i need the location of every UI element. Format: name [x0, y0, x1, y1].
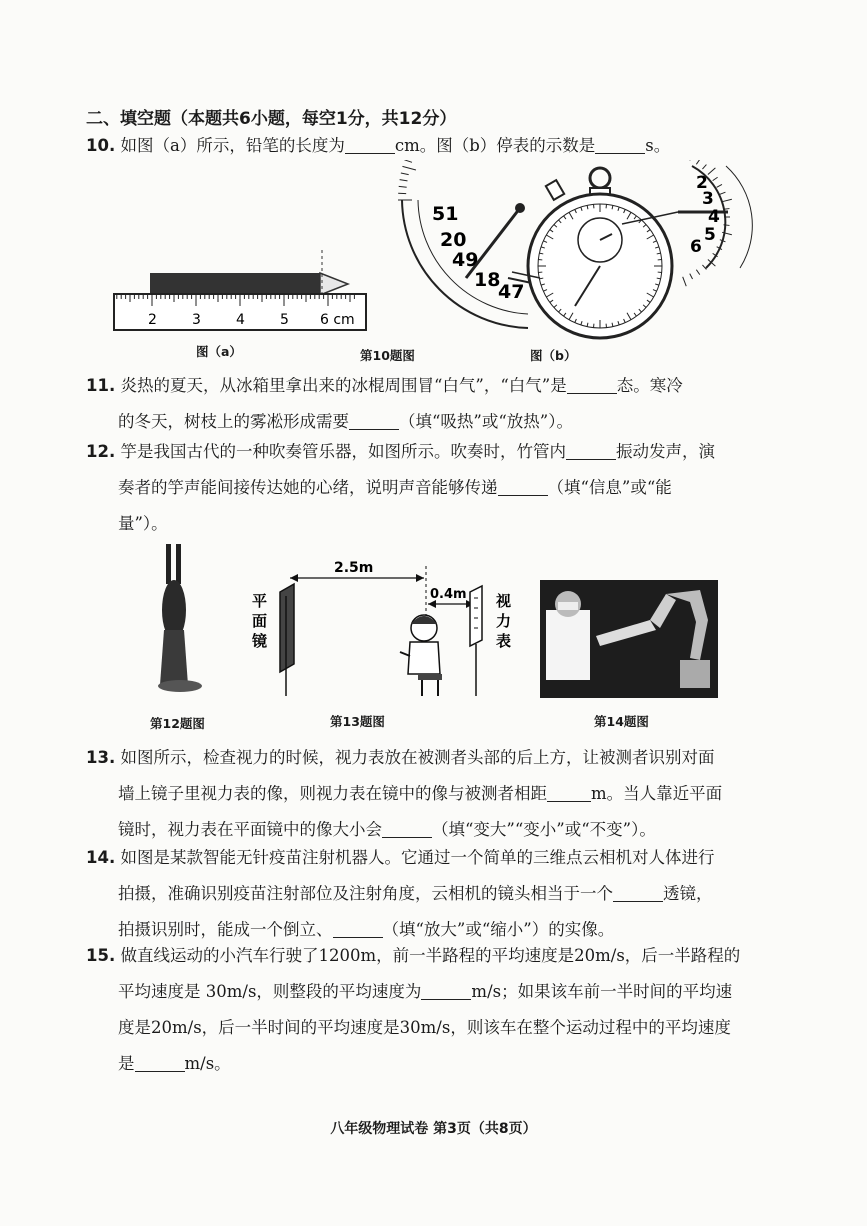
scale-tick	[708, 168, 715, 175]
dial-label: 18	[474, 269, 501, 291]
question-text: 的冬天，树枝上的雾凇形成需要	[118, 412, 349, 431]
question-text: 做直线运动的小汽车行驶了1200m，前一半路程的平均速度是20m/s，后一半路程的	[120, 946, 741, 965]
pencil-body	[150, 273, 320, 295]
question-number: 11.	[86, 376, 116, 395]
scale-tick	[702, 165, 706, 169]
dial-label: 49	[452, 249, 479, 271]
dial-label: 47	[498, 281, 525, 303]
player-robe	[160, 630, 188, 685]
answer-blank[interactable]	[566, 443, 616, 461]
chart-label: 视力表	[496, 592, 512, 650]
ruler-pencil-figure	[114, 250, 366, 330]
scale-tick	[404, 160, 412, 162]
answer-blank[interactable]	[135, 1055, 185, 1073]
answer-blank[interactable]	[547, 785, 591, 803]
dial-scale-figure	[398, 160, 546, 328]
question-10	[86, 128, 670, 164]
figure-caption: 第12题图	[150, 716, 205, 731]
pencil-tip	[320, 273, 348, 295]
question-text: 度是20m/s，后一半时间的平均速度是30m/s，则该车在整个运动过程中的平均速度	[118, 1018, 731, 1037]
ruler-label: 2	[148, 312, 157, 328]
question-number: 10.	[86, 136, 116, 155]
question-number: 15.	[86, 946, 116, 965]
figure-caption: 图（a）	[196, 344, 242, 359]
question-text: cm。图（b）停表的示数是	[394, 136, 596, 155]
test-subject	[400, 615, 442, 696]
question-11	[86, 368, 683, 440]
subdial-label: 5	[704, 225, 716, 245]
ruler-label: 5	[280, 312, 289, 328]
scale-tick	[401, 173, 409, 175]
subdial-label: 2	[696, 173, 708, 193]
subdial-scale-figure	[678, 160, 752, 286]
question-text: 如图（a）所示，铅笔的长度为	[120, 136, 345, 155]
instrument-pipe	[166, 544, 171, 584]
question-text: 墙上镜子里视力表的像，则视力表在镜中的像与被测者相距	[118, 784, 547, 803]
question-text: 透镜，	[663, 884, 713, 903]
question-text: 振动发声，演	[615, 442, 715, 461]
question-number: 13.	[86, 748, 116, 767]
figure-12	[150, 540, 220, 700]
page-footer: 八年级物理试卷 第3页（共8页）	[330, 1121, 537, 1137]
question-text: m。当人靠近平面	[591, 784, 723, 803]
person-shirt	[546, 610, 590, 680]
scale-tick	[399, 186, 407, 187]
subdial-label: 4	[708, 207, 720, 227]
scale-tick	[690, 274, 693, 279]
question-text: m/s。	[184, 1054, 231, 1073]
distance-label: 0.4m	[430, 587, 467, 602]
answer-blank[interactable]	[333, 921, 383, 939]
question-text: 如图所示，检查视力的时候，视力表放在被测者头部的后上方，让被测者识别对面	[120, 748, 715, 767]
question-13	[86, 740, 722, 848]
question-number: 14.	[86, 848, 116, 867]
question-text: 拍摄，准确识别疫苗注射部位及注射角度，云相机的镜头相当于一个	[118, 884, 613, 903]
dial-label: 51	[432, 203, 459, 225]
answer-blank[interactable]	[421, 983, 471, 1001]
instrument-pipe	[176, 544, 181, 584]
ruler-label: 3	[192, 312, 201, 328]
figure-caption: 第13题图	[330, 714, 385, 729]
distance-label: 2.5m	[334, 560, 374, 576]
answer-blank[interactable]	[349, 413, 399, 431]
scale-tick	[696, 270, 699, 275]
scale-tick	[717, 184, 722, 187]
question-text: 如图是某款智能无针疫苗注射机器人。它通过一个简单的三维点云相机对人体进行	[120, 848, 715, 867]
question-text: （填“吸热”或“放热”）。	[399, 412, 573, 431]
question-text: s。	[645, 136, 671, 155]
subdial-label: 3	[702, 189, 714, 209]
dial-label: 20	[440, 229, 467, 251]
figure-14	[540, 580, 718, 698]
ruler-label: 4	[236, 312, 245, 328]
question-text: 是	[118, 1054, 135, 1073]
question-text: 态。寒冷	[616, 376, 683, 395]
answer-blank[interactable]	[595, 137, 645, 155]
question-text: （填“信息”或“能	[547, 478, 672, 497]
question-text: 镜时，视力表在平面镜中的像大小会	[118, 820, 382, 839]
scale-tick	[683, 277, 687, 286]
answer-blank[interactable]	[613, 885, 663, 903]
subdial-label: 6	[690, 237, 702, 257]
scale-tick	[400, 180, 408, 181]
question-15	[86, 938, 740, 1082]
dial-needle	[466, 208, 520, 278]
answer-blank[interactable]	[382, 821, 432, 839]
scale-tick	[720, 192, 726, 194]
question-text: 拍摄识别时，能成一个倒立、	[118, 920, 333, 939]
ruler-label: 6 cm	[320, 312, 355, 328]
answer-blank[interactable]	[345, 137, 395, 155]
scale-tick	[722, 199, 732, 201]
question-text: 奏者的竽声能间接传达她的心绪，说明声音能够传递	[118, 478, 498, 497]
answer-blank[interactable]	[567, 377, 617, 395]
plane-mirror	[280, 584, 294, 672]
question-14	[86, 840, 714, 948]
question-text: （填“放大”或“缩小”）的实像。	[382, 920, 615, 939]
section-title: 二、填空题（本题共6小题，每空1分，共12分）	[86, 109, 457, 129]
answer-blank[interactable]	[498, 479, 548, 497]
scale-tick	[402, 166, 416, 170]
mirror-label: 平面镜	[252, 592, 268, 650]
figure-13	[250, 556, 520, 702]
question-text: 竽是我国古代的一种吹奏管乐器，如图所示。吹奏时，竹管内	[120, 442, 566, 461]
question-number: 12.	[86, 442, 116, 461]
figure-caption: 第14题图	[594, 714, 649, 729]
question-text: 炎热的夏天，从冰箱里拿出来的冰棍周围冒“白气”，“白气”是	[120, 376, 567, 395]
stopwatch-figure	[512, 168, 678, 338]
eye-chart	[470, 586, 482, 646]
figure-caption: 第10题图	[360, 348, 415, 363]
question-text: （填“变大”“变小”或“不变”）。	[432, 820, 656, 839]
question-text: 量”）。	[118, 514, 168, 533]
question-text: m/s；如果该车前一半时间的平均速	[471, 982, 733, 1001]
figure-10	[100, 160, 760, 340]
question-text: 平均速度是 30m/s，则整段的平均速度为	[118, 982, 422, 1001]
figure-caption: 图（b）	[530, 348, 577, 363]
scale-tick	[713, 177, 718, 180]
question-12	[86, 434, 715, 542]
scale-tick	[696, 160, 699, 164]
